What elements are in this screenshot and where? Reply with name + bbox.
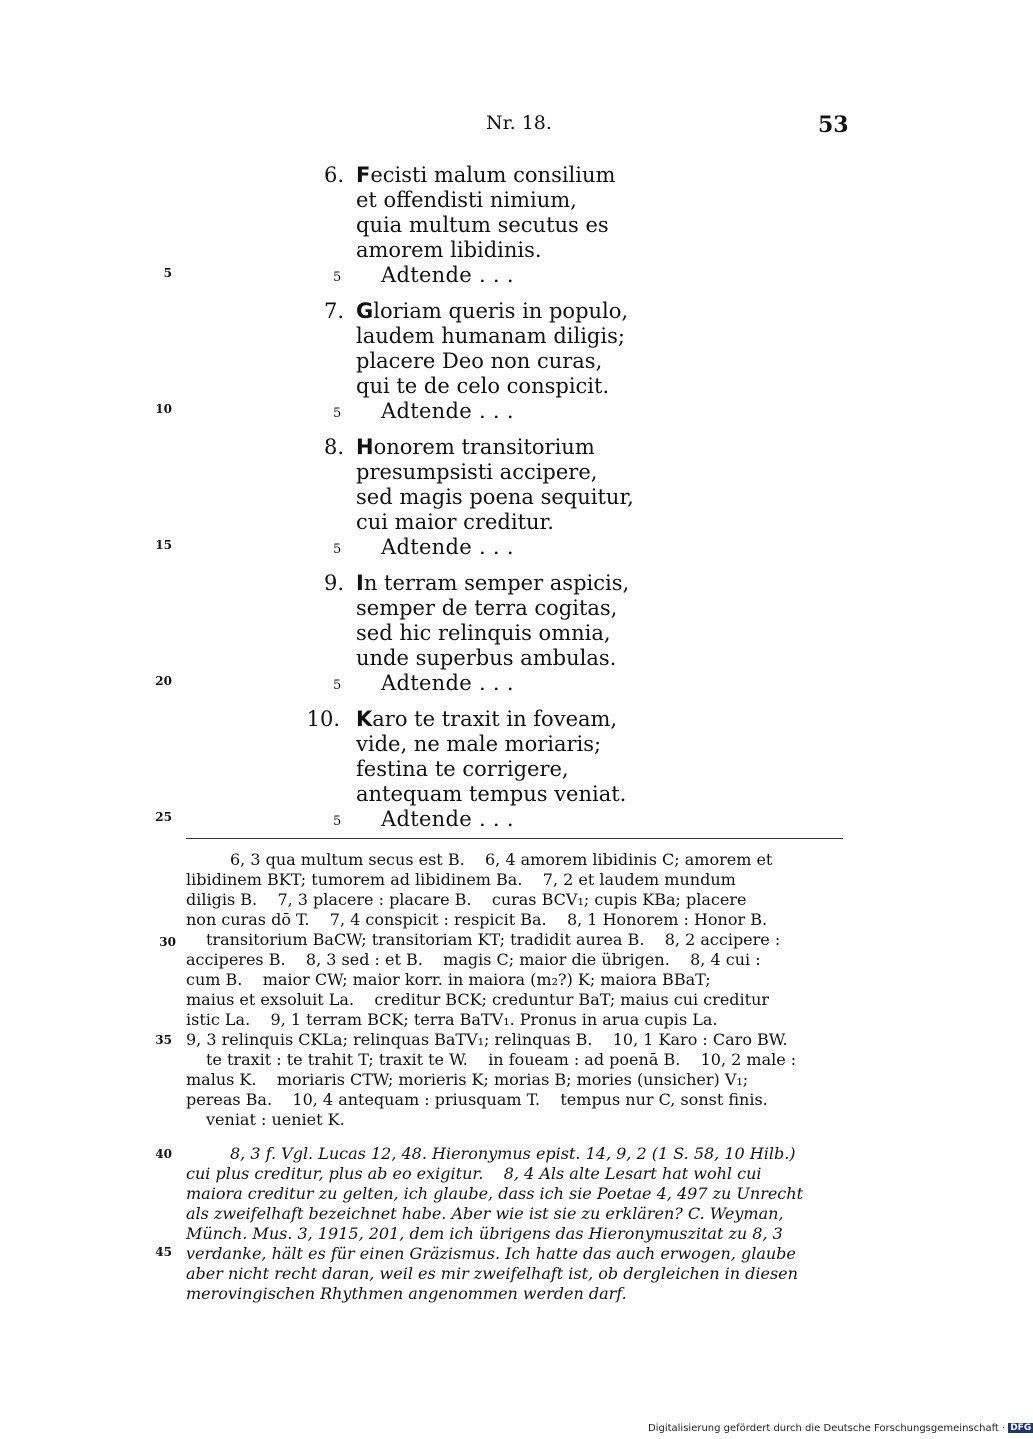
refrain: Adtende . . .	[381, 671, 514, 695]
verse-line-text: n terram semper aspicis,	[363, 571, 630, 595]
verse-line	[356, 435, 595, 459]
verse-line	[356, 163, 615, 187]
verse-number: 8.	[323, 435, 344, 459]
apparatus-line: istic La. 9, 1 terram BCK; terra BaTV₁. Pronus in arua cupis La.	[186, 1010, 718, 1029]
verse-line: et offendisti nimium,	[356, 188, 577, 212]
verse-initial: K	[356, 707, 373, 731]
verse-line: amorem libidinis.	[356, 238, 542, 262]
commentary-line: merovingischen Rhythmen angenommen werden darf.	[186, 1284, 627, 1303]
verse-number: 9.	[323, 571, 344, 595]
dfg-credit	[648, 1423, 1033, 1434]
margin-line-number: 30	[159, 935, 176, 949]
dfg-logo: DFG	[1010, 1423, 1032, 1433]
commentary-line: als zweifelhaft bezeichnet habe. Aber wie ist sie zu erklären? C. Weyman,	[186, 1204, 784, 1223]
apparatus-line: pereas Ba. 10, 4 antequam : priusquam T. tempus nur C, sonst finis.	[186, 1090, 768, 1109]
verse-number: 7.	[323, 299, 344, 323]
verse-initial: I	[356, 571, 364, 595]
apparatus-line: transitorium BaCW; transitoriam KT; tradidit aurea B. 8, 2 accipere :	[206, 930, 781, 949]
apparatus-line: cum B. maior CW; maior korr. in maiora (m₂?) K; maiora BBaT;	[186, 970, 711, 989]
verse-line-text: ecisti malum consilium	[370, 163, 616, 187]
margin-line-number: 10	[155, 402, 172, 416]
verse-line: sed magis poena sequitur,	[356, 485, 634, 509]
verse-line: antequam tempus veniat.	[356, 782, 627, 806]
verse-line: festina te corrigere,	[356, 757, 569, 781]
verse-line-text: aro te traxit in foveam,	[372, 707, 618, 731]
verse-line: laudem humanam diligis;	[356, 324, 625, 348]
verse-line: vide, ne male moriaris;	[356, 732, 602, 756]
refrain-line-number: 5	[333, 814, 342, 829]
commentary-notes	[186, 1144, 843, 1304]
verse-line: cui maior creditur.	[356, 510, 554, 534]
page-number: 53	[818, 112, 849, 138]
refrain: Adtende . . .	[381, 807, 514, 831]
dfg-credit-text: Digitalisierung gefördert durch die Deutsche Forschungsgemeinschaft ·	[648, 1423, 1006, 1434]
verse-line	[356, 707, 617, 731]
verse-line: quia multum secutus es	[356, 213, 609, 237]
verse-line: qui te de celo conspicit.	[356, 374, 610, 398]
margin-line-number: 5	[163, 266, 172, 280]
commentary-line: verdanke, hält es für einen Gräzismus. Ich hatte das auch erwogen, glaube	[186, 1244, 796, 1263]
refrain: Adtende . . .	[381, 535, 514, 559]
commentary-line: maiora creditur zu gelten, ich glaube, dass ich sie Poetae 4, 497 zu Unrecht	[186, 1184, 803, 1203]
verse-line-text: onorem transitorium	[373, 435, 595, 459]
refrain-line-number: 5	[333, 542, 342, 557]
refrain: Adtende . . .	[381, 263, 514, 287]
running-head: Nr. 18.	[486, 112, 552, 134]
apparatus-line: 6, 3 qua multum secus est B. 6, 4 amorem libidinis C; amorem et	[230, 850, 773, 869]
verse-line-text: loriam queris in populo,	[373, 299, 629, 323]
verse-initial: H	[356, 435, 374, 459]
commentary-line: aber nicht recht daran, weil es mir zweifelhaft ist, ob dergleichen in diesen	[186, 1264, 798, 1283]
margin-line-number: 45	[155, 1245, 172, 1259]
margin-line-number: 15	[155, 538, 172, 552]
refrain-line-number: 5	[333, 406, 342, 421]
refrain-line-number: 5	[333, 270, 342, 285]
verse-line: semper de terra cogitas,	[356, 596, 618, 620]
margin-line-number: 40	[155, 1147, 172, 1161]
commentary-line: cui plus creditur, plus ab eo exigitur. 8, 4 Als alte Lesart hat wohl cui	[186, 1164, 762, 1183]
verse-initial: G	[356, 299, 374, 323]
commentary-line: Münch. Mus. 3, 1915, 201, dem ich übrigens das Hieronymuszitat zu 8, 3	[186, 1224, 783, 1243]
verse-number: 10.	[306, 707, 340, 731]
apparatus-line: diligis B. 7, 3 placere : placare B. curas BCV₁; cupis KBa; placere	[186, 890, 747, 909]
verse-number: 6.	[323, 163, 344, 187]
verse-line: placere Deo non curas,	[356, 349, 603, 373]
critical-apparatus	[186, 850, 843, 1130]
verse-line	[356, 299, 628, 323]
apparatus-line: 9, 3 relinquis CKLa; relinquas BaTV₁; relinquas B. 10, 1 Karo : Caro BW.	[186, 1030, 788, 1049]
commentary-line: 8, 3 f. Vgl. Lucas 12, 48. Hieronymus epist. 14, 9, 2 (1 S. 58, 10 Hilb.)	[230, 1144, 796, 1163]
apparatus-line: maius et exsoluit La. creditur BCK; creduntur BaT; maius cui creditur	[186, 990, 770, 1009]
apparatus-line: veniat : ueniet K.	[206, 1110, 345, 1129]
apparatus-line: libidinem BKT; tumorem ad libidinem Ba. 7, 2 et laudem mundum	[186, 870, 736, 889]
apparatus-line: non curas dō T. 7, 4 conspicit : respicit Ba. 8, 1 Honorem : Honor B.	[186, 910, 768, 929]
apparatus-line: acciperes B. 8, 3 sed : et B. magis C; maior die übrigen. 8, 4 cui :	[186, 950, 761, 969]
refrain-line-number: 5	[333, 678, 342, 693]
margin-line-number: 25	[155, 810, 172, 824]
margin-line-number: 20	[155, 674, 172, 688]
refrain: Adtende . . .	[381, 399, 514, 423]
verse-line: sed hic relinquis omnia,	[356, 621, 611, 645]
verse-line: presumpsisti accipere,	[356, 460, 598, 484]
apparatus-line: te traxit : te trahit T; traxit te W. in foueam : ad poenā B. 10, 2 male :	[206, 1050, 797, 1069]
verse-initial: F	[356, 163, 371, 187]
verse-line	[356, 571, 629, 595]
margin-line-number: 35	[155, 1033, 172, 1047]
footnote-rule	[186, 838, 843, 839]
verse-line: unde superbus ambulas.	[356, 646, 617, 670]
apparatus-line: malus K. moriaris CTW; morieris K; morias B; mories (unsicher) V₁;	[186, 1070, 749, 1089]
